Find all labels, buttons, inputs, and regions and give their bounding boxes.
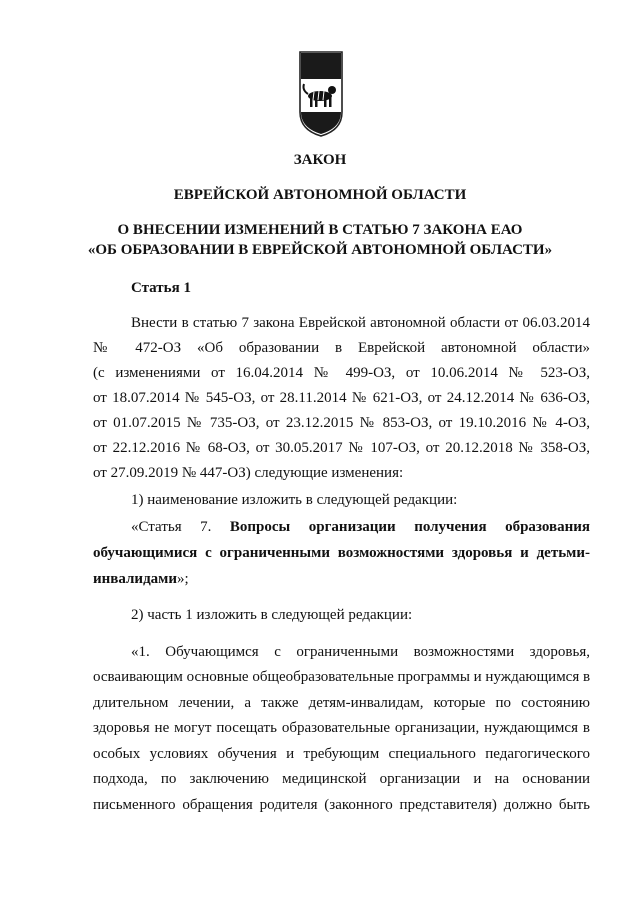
quote-1-title: Вопросы организации получения образования	[229, 519, 590, 535]
intro-line: Внести в статью 7 закона Еврейской автономной области от 06.03.2014	[131, 315, 590, 331]
quote-2-line: длительном лечении, а также детям-инвалидам, которые по состоянию	[93, 695, 590, 711]
quote-2-line: осваивающим основные общеобразовательные программы и нуждающимся в	[93, 669, 590, 685]
quote-2-line: подхода, по заключению медицинской организации и на основании	[93, 771, 590, 787]
intro-line: от 18.07.2014 № 545-ОЗ, от 28.11.2014 № 621-ОЗ, от 24.12.2014 № 636-ОЗ,	[93, 390, 590, 406]
title-line-2: «ОБ ОБРАЗОВАНИИ В ЕВРЕЙСКОЙ АВТОНОМНОЙ ОБЛАСТИ»	[87, 242, 553, 258]
quote-1-line-3	[93, 567, 590, 591]
quote-2-line: здоровья не могут посещать образовательные организации, нуждающимся в	[93, 720, 590, 736]
doc-type-heading: ЗАКОН	[293, 152, 347, 168]
quote-1-close: »;	[177, 571, 189, 587]
amendment-item-1: 1) наименование изложить в следующей редакции:	[131, 492, 458, 508]
intro-line: от 01.07.2015 № 735-ОЗ, от 23.12.2015 № 853-ОЗ, от 19.10.2016 № 4-ОЗ,	[93, 415, 590, 431]
tiger-coat-of-arms-icon	[298, 50, 344, 138]
amendment-item-2: 2) часть 1 изложить в следующей редакции:	[131, 607, 413, 623]
title-line-1: О ВНЕСЕНИИ ИЗМЕНЕНИЙ В СТАТЬЮ 7 ЗАКОНА ЕАО	[117, 222, 523, 238]
quote-2-line: «1. Обучающимся с ограниченными возможностями здоровья,	[131, 644, 590, 660]
intro-line: (с изменениями от 16.04.2014 № 499-ОЗ, от 10.06.2014 № 523-ОЗ,	[93, 365, 590, 381]
quote-1-open: «Статья 7.	[131, 519, 212, 535]
quote-1-line-2: обучающимися с ограниченными возможностями здоровья и детьми-	[93, 545, 590, 561]
intro-line: от 27.09.2019 № 447-ОЗ) следующие изменения:	[93, 465, 404, 481]
region-heading: ЕВРЕЙСКОЙ АВТОНОМНОЙ ОБЛАСТИ	[173, 187, 467, 203]
quote-2-line: особых условиях обучения и требующим специального педагогического	[93, 746, 590, 762]
article-heading: Статья 1	[131, 280, 191, 296]
intro-line: № 472-ОЗ «Об образовании в Еврейской автономной области»	[93, 340, 590, 356]
intro-line: от 22.12.2016 № 68-ОЗ, от 30.05.2017 № 107-ОЗ, от 20.12.2018 № 358-ОЗ,	[93, 440, 590, 456]
quote-1-bold-tail: инвалидами	[93, 571, 178, 587]
quote-1-line-1	[131, 515, 590, 539]
quote-2-line: письменного обращения родителя (законного представителя) должно быть	[93, 797, 590, 813]
